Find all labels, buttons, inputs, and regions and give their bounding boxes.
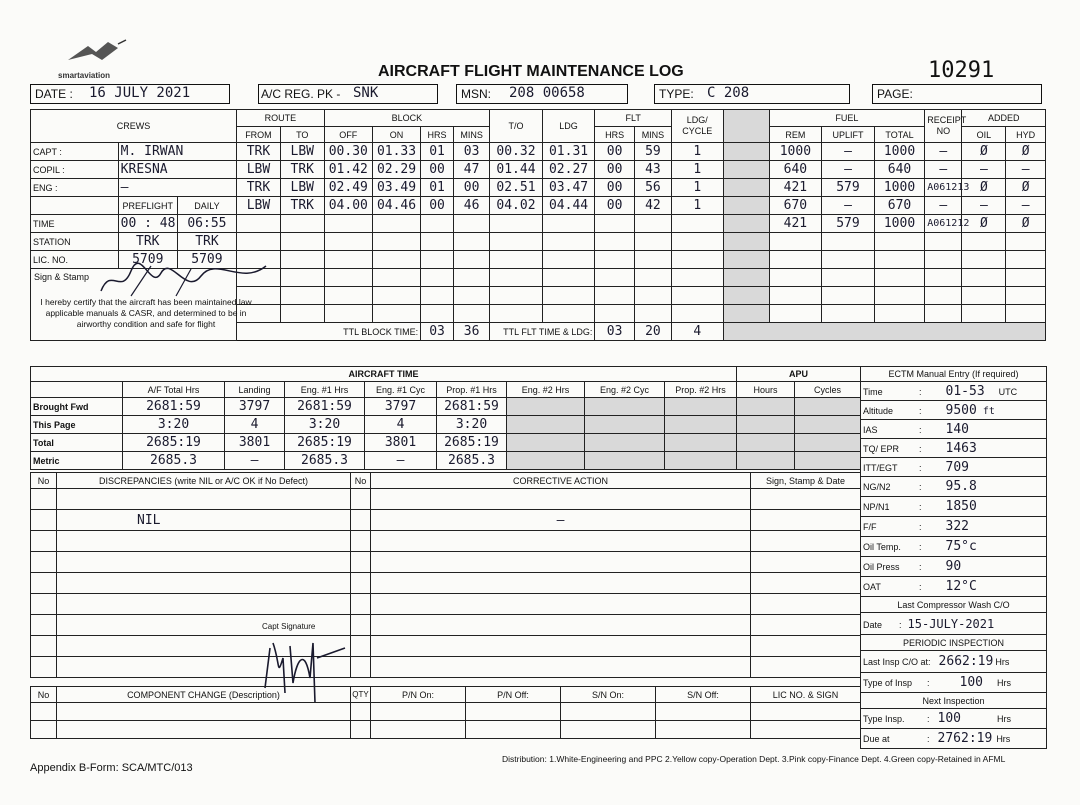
block-header: BLOCK <box>324 110 489 127</box>
value-cell[interactable]: 2685:19 <box>437 434 507 452</box>
ectm-row: OAT : 12°C <box>861 577 1047 597</box>
apu-hours-header: Hours <box>737 382 795 398</box>
receipt-cell[interactable]: — <box>925 143 962 161</box>
on-cell[interactable]: 02.29 <box>372 161 420 179</box>
compressor-date-label: Date <box>863 619 883 630</box>
ectm-unit: ft <box>982 405 995 417</box>
ectm-label: Altitude <box>863 405 894 416</box>
table-row <box>31 143 1046 161</box>
ttl-flt-mins[interactable]: 20 <box>634 323 671 341</box>
off-cell[interactable]: 01.42 <box>324 161 372 179</box>
station-daily[interactable]: TRK <box>177 233 236 251</box>
cycle-cell[interactable]: 1 <box>672 143 724 161</box>
to-header: T/O <box>490 110 543 143</box>
route-header: ROUTE <box>237 110 325 127</box>
ectm-row: F/F : 322 <box>861 517 1047 537</box>
from-cell[interactable]: LBW <box>237 197 281 215</box>
next-type-label: Type Insp. <box>863 714 905 724</box>
uplift-cell[interactable]: — <box>822 143 875 161</box>
ttl-block-label: TTL BLOCK TIME: <box>237 323 421 341</box>
ttl-block-mins[interactable]: 36 <box>454 323 490 341</box>
flt-hrs-cell[interactable]: 00 <box>595 143 634 161</box>
certify-text: I hereby certify that the aircraft has been maintained law applicable manuals & CASR, and determined to be in airworthy condition and safe for flight <box>40 297 252 329</box>
page-box <box>872 84 1042 104</box>
ldg-cell[interactable]: 01.31 <box>542 143 595 161</box>
date-label: DATE : <box>35 87 73 101</box>
type-label: TYPE: <box>659 87 694 101</box>
row-label: Total <box>31 434 123 452</box>
ectm-label: Oil Press <box>863 562 900 572</box>
comp-header: COMPONENT CHANGE (Description) <box>57 687 351 703</box>
on-cell[interactable]: 03.49 <box>372 179 420 197</box>
msn-value[interactable]: 208 00658 <box>509 85 585 101</box>
periodic-header: PERIODIC INSPECTION <box>861 635 1047 651</box>
crew-blank <box>31 197 119 215</box>
discrepancy-table <box>30 472 861 678</box>
row-label: This Page <box>31 416 123 434</box>
pn-on-header: P/N On: <box>371 687 466 703</box>
flt-mins-cell[interactable]: 43 <box>634 161 671 179</box>
page-label: PAGE: <box>877 87 913 101</box>
flt-mins-cell[interactable]: 59 <box>634 143 671 161</box>
copil-value[interactable]: KRESNA <box>118 161 236 179</box>
col-prop2-hrs: Prop. #2 Hrs <box>665 382 737 398</box>
corr-no-header: No <box>351 473 371 489</box>
rem-cell[interactable]: 640 <box>769 161 822 179</box>
preflight-label: PREFLIGHT <box>118 197 177 215</box>
mins-cell[interactable]: 03 <box>454 143 490 161</box>
due-row: Due at : 2762:19 Hrs <box>861 729 1047 749</box>
spacer-cell <box>723 179 769 197</box>
ectm-row: NP/N1 : 1850 <box>861 497 1047 517</box>
compressor-header: Last Compressor Wash C/O <box>861 597 1047 613</box>
component-change-table <box>30 686 861 739</box>
ectm-row: ITT/EGT : 709 <box>861 458 1047 477</box>
row-label: Brought Fwd <box>31 398 123 416</box>
on-cell[interactable]: 04.46 <box>372 197 420 215</box>
ectm-value[interactable]: 322 <box>945 519 969 534</box>
value-cell[interactable]: 2685.3 <box>285 452 365 470</box>
sign-stamp-cell[interactable] <box>31 269 252 341</box>
lic-label: LIC. NO. <box>31 251 119 269</box>
cycle-cell[interactable]: 1 <box>672 161 724 179</box>
ectm-row: NG/N2 : 95.8 <box>861 477 1047 497</box>
value-cell[interactable]: 2685.3 <box>123 452 225 470</box>
compressor-row: Date : 15-JULY-2021 <box>861 613 1047 635</box>
date-box <box>30 84 230 104</box>
oil-cell[interactable]: — <box>962 161 1006 179</box>
receipt-cell[interactable]: — <box>925 161 962 179</box>
spacer-cell <box>723 143 769 161</box>
mins-header: MINS <box>454 127 490 143</box>
date-value[interactable]: 16 JULY 2021 <box>89 85 191 101</box>
receipt-cell[interactable]: — <box>925 197 962 215</box>
ldg-header: LDG <box>542 110 595 143</box>
next-insp-header: Next Inspection <box>861 693 1047 709</box>
ectm-value[interactable]: 709 <box>945 459 969 475</box>
ectm-label: Oil Temp. <box>863 542 901 552</box>
hyd-cell[interactable]: Ø <box>1006 143 1046 161</box>
value-cell[interactable]: 3797 <box>365 398 437 416</box>
value-cell[interactable]: — <box>365 452 437 470</box>
col-landing: Landing <box>225 382 285 398</box>
to-time-cell[interactable]: 01.44 <box>490 161 543 179</box>
qty-header: QTY <box>351 687 371 703</box>
eng-value[interactable]: — <box>118 179 236 197</box>
table-row <box>31 179 1046 197</box>
lic-sign-header: LIC NO. & SIGN <box>751 687 861 703</box>
apu-header: APU <box>737 367 861 382</box>
hyd-cell[interactable]: — <box>1006 161 1046 179</box>
rem-cell[interactable]: 1000 <box>769 143 822 161</box>
ttl-ldg[interactable]: 4 <box>672 323 724 341</box>
row-label: Metric <box>31 452 123 470</box>
to-cell[interactable]: LBW <box>280 179 324 197</box>
total-cell[interactable]: 1000 <box>874 143 924 161</box>
to-time-cell[interactable]: 04.02 <box>490 197 543 215</box>
reg-box <box>258 84 438 104</box>
ldg-cell[interactable]: 03.47 <box>542 179 595 197</box>
added-header: ADDED <box>962 110 1046 127</box>
reg-label: A/C REG. PK - <box>261 87 341 101</box>
value-cell[interactable]: 2685:19 <box>123 434 225 452</box>
ectm-header: ECTM Manual Entry (If required) <box>861 367 1047 382</box>
col-eng2-cyc: Eng. #2 Cyc <box>585 382 665 398</box>
next-type-unit: Hrs <box>997 714 1011 724</box>
ldg-cell[interactable]: 02.27 <box>542 161 595 179</box>
hrs-cell[interactable]: 01 <box>421 179 454 197</box>
sn-on-header: S/N On: <box>561 687 656 703</box>
mins-cell[interactable]: 00 <box>454 179 490 197</box>
uplift-header: UPLIFT <box>822 127 875 143</box>
uplift-cell[interactable]: — <box>822 197 875 215</box>
lic-daily[interactable]: 5709 <box>177 251 236 269</box>
total-cell[interactable]: 670 <box>874 197 924 215</box>
ectm-label: IAS <box>863 424 878 435</box>
due-unit: Hrs <box>996 734 1011 744</box>
type-insp-row: Type of Insp : 100 Hrs <box>861 673 1047 693</box>
next-type-value[interactable]: 100 <box>937 711 961 726</box>
route-to-header: TO <box>280 127 324 143</box>
form-title: AIRCRAFT FLIGHT MAINTENANCE LOG <box>378 63 684 80</box>
total-cell[interactable]: 1000 <box>874 215 924 233</box>
msn-label: MSN: <box>461 87 491 101</box>
value-cell[interactable]: 3:20 <box>285 416 365 434</box>
lic-preflight[interactable]: 5709 <box>118 251 177 269</box>
form-number: 10291 <box>928 58 995 83</box>
value-cell[interactable]: 2685.3 <box>437 452 507 470</box>
rem-cell[interactable]: 421 <box>769 179 822 197</box>
to-time-cell[interactable]: 00.32 <box>490 143 543 161</box>
table-row <box>31 233 1046 251</box>
station-label: STATION <box>31 233 119 251</box>
last-insp-unit: Hrs <box>995 657 1010 667</box>
company-logo <box>58 38 138 80</box>
hyd-header: HYD <box>1006 127 1046 143</box>
oil-header: OIL <box>962 127 1006 143</box>
sn-off-header: S/N Off: <box>656 687 751 703</box>
uplift-cell[interactable]: 579 <box>822 179 875 197</box>
table-row <box>31 197 1046 215</box>
next-type-row: Type Insp. : 100 Hrs <box>861 709 1047 729</box>
sign-date-header: Sign, Stamp & Date <box>751 473 861 489</box>
col-prop1-hrs: Prop. #1 Hrs <box>437 382 507 398</box>
flt-hrs-cell[interactable]: 00 <box>595 179 634 197</box>
disc-header: DISCREPANCIES (write NIL or A/C OK if No Defect) <box>57 473 351 489</box>
off-header: OFF <box>324 127 372 143</box>
spacer-cell <box>723 197 769 215</box>
ectm-value[interactable]: 12°C <box>945 579 977 594</box>
ectm-label: NP/N1 <box>863 502 890 512</box>
mins-cell[interactable]: 46 <box>454 197 490 215</box>
value-cell[interactable]: 3801 <box>225 434 285 452</box>
ldg-cell[interactable]: 04.44 <box>542 197 595 215</box>
type-insp-unit: Hrs <box>997 678 1011 688</box>
capt-value[interactable]: M. IRWAN <box>118 143 236 161</box>
table-row <box>31 161 1046 179</box>
ectm-value[interactable]: 9500 <box>945 402 977 418</box>
off-cell[interactable]: 00.30 <box>324 143 372 161</box>
flt-mins-header: MINS <box>634 127 671 143</box>
ectm-value[interactable]: 1850 <box>945 499 977 514</box>
ectm-label: Time <box>863 386 883 397</box>
from-cell[interactable]: TRK <box>237 143 281 161</box>
capt-label: CAPT : <box>31 143 119 161</box>
corrective-header: CORRECTIVE ACTION <box>371 473 751 489</box>
spacer-cell <box>723 110 769 143</box>
flt-header: FLT <box>595 110 672 127</box>
table-row <box>31 434 861 452</box>
receipt-header: RECEIPT NO <box>925 110 962 143</box>
ectm-unit: UTC <box>998 386 1018 397</box>
from-cell[interactable]: TRK <box>237 179 281 197</box>
discrepancy-entry[interactable]: NIL <box>57 510 351 531</box>
col-eng1-hrs: Eng. #1 Hrs <box>285 382 365 398</box>
daily-label: DAILY <box>177 197 236 215</box>
ttl-flt-label: TTL FLT TIME & LDG: <box>490 323 595 341</box>
off-cell[interactable]: 02.49 <box>324 179 372 197</box>
receipt-cell[interactable]: A061212 <box>925 215 962 233</box>
ttl-shade <box>723 323 1045 341</box>
ectm-value[interactable]: 95.8 <box>945 479 977 494</box>
msn-box <box>456 84 628 104</box>
ectm-value[interactable]: 140 <box>945 421 969 437</box>
rem-cell[interactable]: 670 <box>769 197 822 215</box>
flt-hrs-cell[interactable]: 00 <box>595 197 634 215</box>
oil-cell[interactable]: Ø <box>962 179 1006 197</box>
spacer-cell <box>723 215 769 233</box>
reg-value[interactable]: SNK <box>353 85 379 101</box>
hyd-cell[interactable]: Ø <box>1006 215 1046 233</box>
to-cell[interactable]: TRK <box>280 161 324 179</box>
ldg-cycle-header: LDG/ CYCLE <box>672 110 724 143</box>
flt-mins-cell[interactable]: 56 <box>634 179 671 197</box>
ectm-label: OAT <box>863 582 881 592</box>
ectm-row: Oil Press : 90 <box>861 557 1047 577</box>
to-cell[interactable]: TRK <box>280 197 324 215</box>
ectm-row: Altitude : 9500 ft <box>861 401 1047 420</box>
time-label: TIME <box>31 215 119 233</box>
logo-text: smartaviation <box>58 71 111 80</box>
value-cell[interactable]: 4 <box>225 416 285 434</box>
appendix-label: Appendix B-Form: SCA/MTC/013 <box>30 762 193 774</box>
type-insp-value[interactable]: 100 <box>959 675 983 690</box>
from-header: FROM <box>237 127 281 143</box>
capt-signature-label: Capt Signature <box>262 622 316 631</box>
mins-cell[interactable]: 47 <box>454 161 490 179</box>
fuel-header: FUEL <box>769 110 925 127</box>
on-header: ON <box>372 127 420 143</box>
time-daily[interactable]: 06:55 <box>177 215 236 233</box>
value-cell[interactable]: 4 <box>365 416 437 434</box>
table-row <box>31 452 861 470</box>
to-cell[interactable]: LBW <box>280 143 324 161</box>
on-cell[interactable]: 01.33 <box>372 143 420 161</box>
total-cell[interactable]: 1000 <box>874 179 924 197</box>
uplift-cell[interactable]: — <box>822 161 875 179</box>
ectm-value[interactable]: 01-53 <box>945 383 985 399</box>
table-row <box>31 215 1046 233</box>
oil-cell[interactable]: — <box>962 197 1006 215</box>
aircraft-time-header: AIRCRAFT TIME <box>31 367 737 382</box>
hrs-header: HRS <box>421 127 454 143</box>
col-af-total: A/F Total Hrs <box>123 382 225 398</box>
corrective-entry[interactable]: — <box>371 510 751 531</box>
last-insp-row: Last Insp C/O at: 2662:19 Hrs <box>861 651 1047 673</box>
cycle-cell[interactable]: 1 <box>672 197 724 215</box>
value-cell[interactable]: 2681:59 <box>285 398 365 416</box>
time-preflight[interactable]: 00 : 48 <box>118 215 177 233</box>
due-value[interactable]: 2762:19 <box>937 731 993 746</box>
ectm-table <box>860 366 1047 749</box>
ectm-label: ITT/EGT <box>863 462 898 473</box>
rem-header: REM <box>769 127 822 143</box>
uplift-cell[interactable]: 579 <box>822 215 875 233</box>
disc-no-header: No <box>31 473 57 489</box>
apu-cycles-header: Cycles <box>795 382 861 398</box>
type-value[interactable]: C 208 <box>707 85 750 101</box>
oil-cell[interactable]: Ø <box>962 215 1006 233</box>
value-cell[interactable]: 2681:59 <box>123 398 225 416</box>
flt-hrs-cell[interactable]: 00 <box>595 161 634 179</box>
eng-label: ENG : <box>31 179 119 197</box>
ectm-value[interactable]: 75°c <box>945 539 977 554</box>
total-cell[interactable]: 640 <box>874 161 924 179</box>
sign-stamp-label: Sign & Stamp <box>34 272 90 282</box>
flt-hrs-header: HRS <box>595 127 634 143</box>
distribution-note: Distribution: 1.White-Engineering and PPC 2.Yellow copy-Operation Dept. 3.Pink copy-Finance Dept. 4.Green copy-Retained in AFML <box>502 754 1006 764</box>
ectm-row: Oil Temp. : 75°c <box>861 537 1047 557</box>
oil-cell[interactable]: Ø <box>962 143 1006 161</box>
value-cell[interactable]: 3797 <box>225 398 285 416</box>
ectm-row: TQ/ EPR : 1463 <box>861 439 1047 458</box>
to-time-cell[interactable]: 02.51 <box>490 179 543 197</box>
table-row <box>31 398 861 416</box>
due-label: Due at <box>863 734 890 744</box>
ectm-label: NG/N2 <box>863 482 891 492</box>
pn-off-header: P/N Off: <box>466 687 561 703</box>
ttl-flt-hrs[interactable]: 03 <box>595 323 634 341</box>
table-row <box>31 416 861 434</box>
station-preflight[interactable]: TRK <box>118 233 177 251</box>
flight-log-table <box>30 109 1046 341</box>
off-cell[interactable]: 04.00 <box>324 197 372 215</box>
value-cell[interactable]: 3801 <box>365 434 437 452</box>
ectm-label: F/F <box>863 522 877 532</box>
ttl-block-hrs[interactable]: 03 <box>421 323 454 341</box>
hyd-cell[interactable]: — <box>1006 197 1046 215</box>
spacer-cell <box>723 161 769 179</box>
ectm-value[interactable]: 1463 <box>945 440 977 456</box>
from-cell[interactable]: LBW <box>237 161 281 179</box>
rem-cell[interactable]: 421 <box>769 215 822 233</box>
aircraft-time-table <box>30 366 861 470</box>
value-cell[interactable]: — <box>225 452 285 470</box>
hrs-cell[interactable]: 00 <box>421 161 454 179</box>
ectm-row: IAS : 140 <box>861 420 1047 439</box>
col-eng2-hrs: Eng. #2 Hrs <box>507 382 585 398</box>
hrs-cell[interactable]: 01 <box>421 143 454 161</box>
type-insp-label: Type of Insp <box>863 678 913 688</box>
comp-no-header: No <box>31 687 57 703</box>
ectm-row: Time : 01-53 UTC <box>861 382 1047 401</box>
ectm-value[interactable]: 90 <box>945 559 962 574</box>
last-insp-value[interactable]: 2662:19 <box>938 654 994 669</box>
total-header: TOTAL <box>874 127 924 143</box>
flt-mins-cell[interactable]: 42 <box>634 197 671 215</box>
value-cell[interactable]: 3:20 <box>437 416 507 434</box>
copil-label: COPIL : <box>31 161 119 179</box>
compressor-date-value[interactable]: 15-JULY-2021 <box>907 616 995 631</box>
crews-header: CREWS <box>31 110 237 143</box>
ectm-label: TQ/ EPR <box>863 443 900 454</box>
col-eng1-cyc: Eng. #1 Cyc <box>365 382 437 398</box>
pilot-signature-icon <box>91 261 271 301</box>
hyd-cell[interactable]: Ø <box>1006 179 1046 197</box>
type-box <box>654 84 850 104</box>
value-cell[interactable]: 2685:19 <box>285 434 365 452</box>
value-cell[interactable]: 2681:59 <box>437 398 507 416</box>
last-insp-label: Last Insp C/O at <box>863 657 929 667</box>
value-cell[interactable]: 3:20 <box>123 416 225 434</box>
cycle-cell[interactable]: 1 <box>672 179 724 197</box>
receipt-cell[interactable]: A061213 <box>925 179 962 197</box>
hrs-cell[interactable]: 00 <box>421 197 454 215</box>
